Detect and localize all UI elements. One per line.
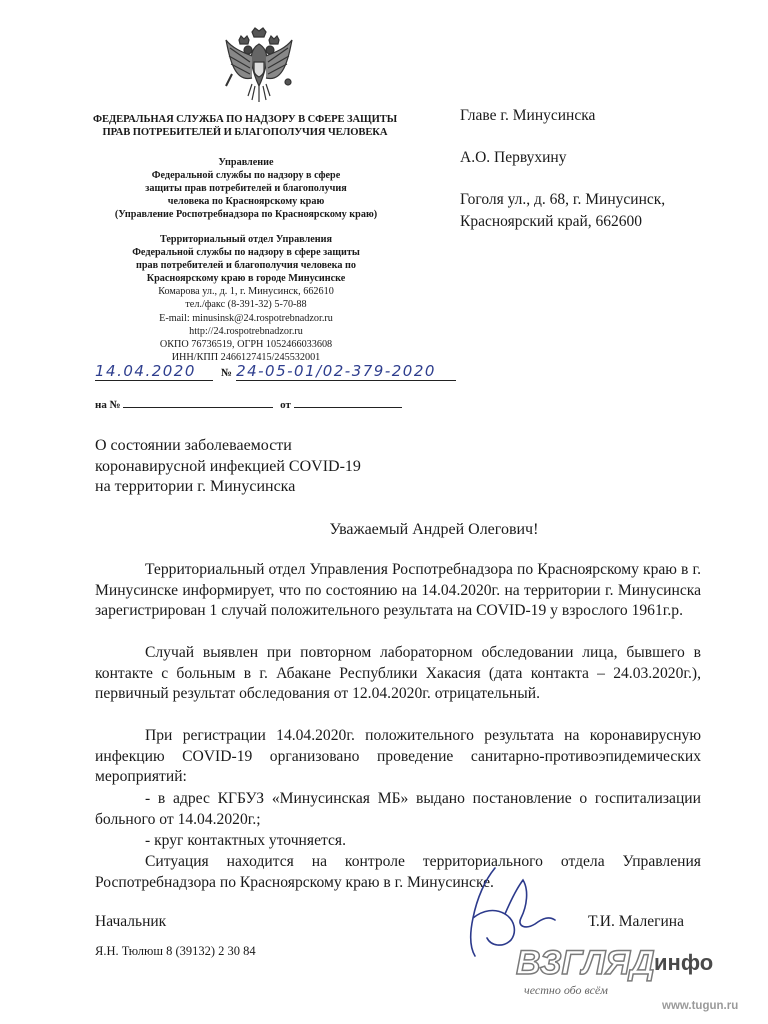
body-paragraph: Ситуация находится на контроле территориального отдела Управления Роспотребнадзора по Красноярскому краю в г. Минусинске. (95, 853, 701, 891)
territorial-line: Красноярскому краю в городе Минусинске (146, 273, 346, 285)
dept-line: человека по Красноярскому краю (167, 196, 325, 208)
addressee-name: А.О. Первухину (460, 149, 567, 166)
svg-text:инфо: инфо (654, 950, 714, 975)
org-title-line: ФЕДЕРАЛЬНАЯ СЛУЖБА ПО НАДЗОРУ В СФЕРЕ ЗАЩИТЫ (93, 114, 397, 125)
addressee-title: Главе г. Минусинска (460, 107, 596, 124)
vzglyad-info-logo-icon (514, 938, 744, 998)
contact-line: тел./факс (8-391-32) 5-70-88 (185, 299, 307, 311)
handwritten-date: 14.04.2020 (95, 362, 213, 381)
org-title-line: ПРАВ ПОТРЕБИТЕЛЕЙ И БЛАГОПОЛУЧИЯ ЧЕЛОВЕКА (102, 127, 388, 138)
department-block (96, 156, 396, 221)
address-line: Гоголя ул., д. 68, г. Минусинск, (460, 191, 666, 208)
territorial-block (96, 233, 396, 364)
executor-contact: Я.Н. Тюлюш 8 (39132) 2 30 84 (95, 944, 256, 958)
territorial-line: Федеральной службы по надзору в сфере защиты (132, 247, 360, 259)
addressee-address (460, 189, 665, 233)
greeting: Уважаемый Андрей Олегович! (329, 521, 539, 538)
contact-line: E-mail: minusinsk@24.rospotrebnadzor.ru (159, 312, 333, 324)
address-line: Красноярский край, 662600 (460, 213, 643, 230)
dept-line: Федеральной службы по надзору в сфере (151, 170, 341, 182)
incoming-ref-line (95, 396, 402, 411)
coat-of-arms-icon (222, 26, 296, 106)
contact-line: Комарова ул., д. 1, г. Минусинск, 662610 (158, 286, 334, 298)
territorial-line: прав потребителей и благополучия человека по (136, 260, 356, 272)
svg-text:ВЗГЛЯД: ВЗГЛЯД (516, 944, 655, 982)
na-label: на № (95, 399, 121, 411)
organization-title (90, 113, 400, 139)
body-paragraph: - круг контактных уточняется. (145, 832, 346, 849)
svg-text:честно обо всём: честно обо всём (524, 983, 608, 997)
body-paragraph: Случай выявлен при повторном лабораторном обследовании лица, бывшего в контакте с больным в г. Абакане Республики Хакасия (дата контакта – 24.03.2020г.), первичный результат обследования от 12.04.2020г. отрицательный. (95, 644, 701, 703)
dept-line: Управление (218, 157, 274, 168)
body-paragraph: Территориальный отдел Управления Роспотребнадзора по Красноярскому краю в г. Минусинске информирует, что по состоянию на 14.04.2020г. на территории г. Минусинска зарегистрирован 1 случай положительного результата на COVID-19 у взрослого 1961г.р. (95, 561, 701, 620)
subject-line: на территории г. Минусинска (95, 478, 296, 495)
signer-name: Т.И. Малегина (588, 913, 684, 930)
outgoing-ref-line (95, 362, 456, 381)
dept-line: защиты прав потребителей и благополучия (145, 183, 347, 195)
body-paragraph: При регистрации 14.04.2020г. положительного результата на коронавирусную инфекцию COVID-19 организовано проведение санитарно-противоэпидемических мероприятий: (95, 727, 701, 786)
subject-line: О состоянии заболеваемости (95, 437, 292, 454)
body-paragraph: - в адрес КГБУЗ «Минусинская МБ» выдано постановление о госпитализации больного от 14.04.2020г.; (95, 790, 701, 828)
incoming-number-blank (123, 396, 273, 408)
subject-line: коронавирусной инфекцией COVID-19 (95, 457, 361, 475)
contact-line: ОКПО 76736519, ОГРН 1052466033608 (159, 338, 333, 350)
contact-line: ИНН/КПП 2466127415/245532001 (171, 351, 321, 363)
signer-position: Начальник (95, 913, 167, 930)
contact-line: http://24.rospotrebnadzor.ru (189, 325, 303, 337)
ot-label: от (280, 399, 291, 411)
number-sign: № (221, 367, 233, 379)
incoming-date-blank (294, 396, 402, 408)
watermark-site: www.tugun.ru (662, 1000, 739, 1012)
dept-line: (Управление Роспотребнадзора по Красноярскому краю) (114, 209, 378, 221)
letter-subject (95, 436, 361, 498)
territorial-line: Территориальный отдел Управления (159, 234, 333, 245)
handwritten-number: 24-05-01/02-379-2020 (236, 362, 456, 381)
